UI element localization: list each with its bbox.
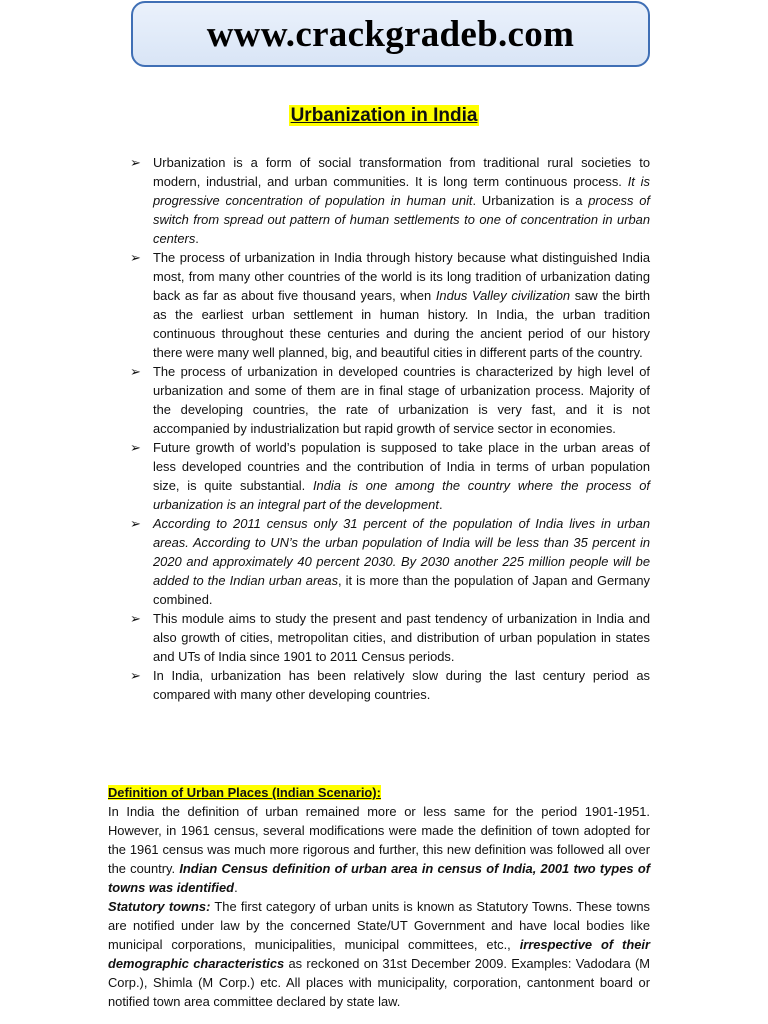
arrow-bullet-icon: ➢ bbox=[130, 440, 141, 456]
page-title-text: Urbanization in India bbox=[290, 105, 478, 126]
definition-paragraph: In India the definition of urban remained more or less same for the period 1901-1951. However, in 1961 census, several modifications were made the definition of town adopted for the 1961 census was much more rigorous and further, this new definition was followed all over the country. Indian Census definition of urban area in census of India, 2001 two types of towns was identified. bbox=[108, 804, 651, 895]
bullet-item: ➢ This module aims to study the present and past tendency of urbanization in India and also growth of cities, metropolitan cities, and distribution of urban population in states and UTs of India since 1901 to 2011 Census periods. bbox=[130, 611, 650, 665]
bullet-item: ➢ According to 2011 census only 31 percent of the population of India lives in urban areas. According to UN’s the urban population of India will be less than 35 percent in 2020 and approximately 40 percent 2030. By 2030 another 225 million people will be added to the Indian urban areas, it is more than the population of Japan and Germany combined. bbox=[130, 516, 650, 607]
statutory-towns-paragraph: Statutory towns: The first category of urban units is known as Statutory Towns. These towns are notified under law by the concerned State/UT Government and have local bodies like municipal corporations, municipalities, municipal committees, etc., irrespective of their demographic characteristics as reckoned on 31st December 2009. Examples: Vadodara (M Corp.), Shimla (M Corp.) etc. All places with municipality, corporation, cantonment board or notified town area committee declared by state law. bbox=[108, 899, 650, 1009]
arrow-bullet-icon: ➢ bbox=[130, 611, 141, 627]
site-url: www.crackgradeb.com bbox=[206, 13, 575, 55]
bullet-item: ➢ Urbanization is a form of social transformation from traditional rural societies to modern, industrial, and urban communities. It is long term continuous process. It is progressive concentration of population in human unit. Urbanization is a process of switch from spread out pattern of human settlements to one of concentration in urban centers. bbox=[130, 155, 650, 246]
definition-heading: Definition of Urban Places (Indian Scenario): bbox=[108, 785, 381, 800]
bullet-item: ➢ Future growth of world’s population is supposed to take place in the urban areas of less developed countries and the contribution of India in terms of urban population size, is quite substantial. India is one among the country where the process of urbanization is an integral part of the development. bbox=[130, 440, 650, 512]
bullet-list bbox=[130, 154, 650, 706]
bullet-item: ➢ The process of urbanization in India through history because what distinguished India most, from many other countries of the world is its long tradition of urbanization dating back as far as about five thousand years, when Indus Valley civilization saw the birth as the earliest urban settlement in human history. In India, the urban tradition continuous throughout these centuries and during the ancient period of our history there were many well planned, big, and beautiful cities in different parts of the country. bbox=[130, 250, 650, 360]
bullet-item: ➢ In India, urbanization has been relatively slow during the last century period as compared with many other developing countries. bbox=[130, 668, 650, 703]
arrow-bullet-icon: ➢ bbox=[130, 668, 141, 684]
page-title bbox=[0, 105, 768, 127]
arrow-bullet-icon: ➢ bbox=[130, 516, 141, 532]
bullet-item: ➢ The process of urbanization in developed countries is characterized by high level of urbanization and some of them are in final stage of urbanization process. Majority of the developing countries, the rate of urbanization is very fast, and it is not accompanied by industrialization but rapid growth of service sector in economies. bbox=[130, 363, 650, 436]
site-url-banner bbox=[131, 1, 650, 67]
arrow-bullet-icon: ➢ bbox=[130, 155, 141, 170]
arrow-bullet-icon: ➢ bbox=[130, 250, 141, 266]
definition-section bbox=[108, 783, 650, 1011]
statutory-towns-label: Statutory towns: bbox=[108, 899, 211, 914]
definition-heading-line bbox=[108, 783, 650, 802]
arrow-bullet-icon: ➢ bbox=[130, 363, 141, 379]
